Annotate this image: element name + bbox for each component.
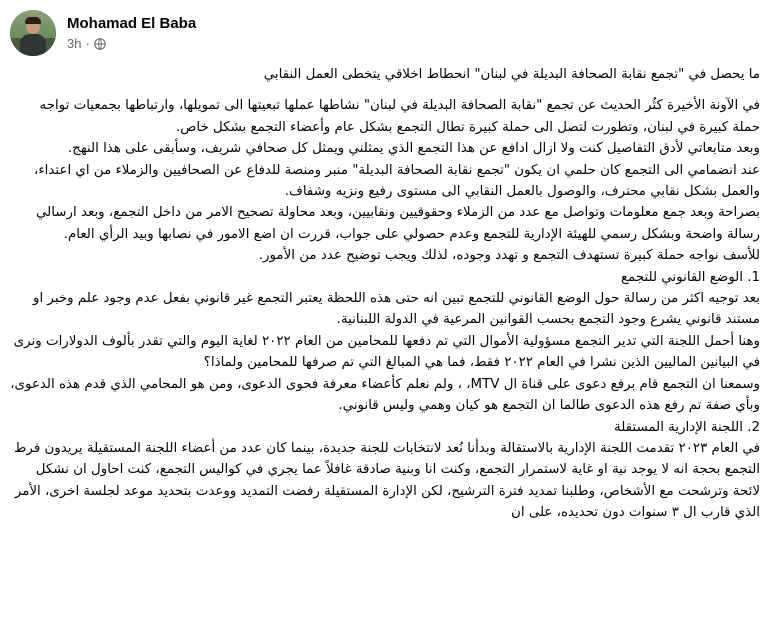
paragraph-3: عند انضمامي الى التجمع كان حلمي ان يكون "تجمع نقابة الصحافة البديلة" منبر ومنصة للدفاع عن الصحافيين والزملاء من اي اعتداء، والعمل بشكل نقابي محترف، والوصول بالعمل النقابي الى مستوى رفيع ونزيه وشفاف. [34,162,760,200]
section-heading-2: 2. اللجنة الإدارية المستقلة [614,419,760,435]
paragraph-1: في الآونة الأخيرة كثُر الحديث عن تجمع "نقابة الصحافة البديلة في لبنان" نشاطها عملها تبعيتها الى تمويلها، وارتباطها بجمعيات تواجه حملة كبيرة في لبنان، وتطورت لتصل الى حملة كبيرة تطال التجمع بشكل عام وأعضاء التجمع بشكل خاص. [39,98,760,135]
separator-dot: · [85,36,90,51]
paragraph-8: وسمعنا ان التجمع قام برفع دعوى على قناة ال MTV، ، ولم نعلم كأعضاء معرفة فحوى الدعوى، ومن هو المحامي الذي قدم هذه الدعوى، وبأي صفة تم رفع هذه الدعوى طالما ان التجمع هو كيان وهمي وليس قانوني. [10,376,760,414]
post-title: ما يحصل في "تجمع نقابة الصحافة البديلة في لبنان" انحطاط اخلاقي يتخطى العمل النقابي [263,67,760,82]
paragraph-4: بصراحة وبعد جمع معلومات وتواصل مع عدد من الزملاء وحقوقيين ونقابيين، وبعد محاولة تصحيح الامر من داخل التجمع، وبعد ارسالي رسالة واضحة وبشكل رسمي للهيئة الإدارية للتجمع وعدم حصولي على جواب، قررت ان اضع الامور في نصابها وبيد الرأي العام. [35,205,760,242]
avatar[interactable] [10,10,56,56]
post-header [10,8,196,58]
paragraph-6: بعد توجيه اكثر من رسالة حول الوضع القانوني للتجمع تبين انه حتى هذه اللحظة يعتبر التجمع غير قانوني بفعل عدم وجود علم وخبر او مستند قانوني يشرع وجود التجمع بحسب القوانين المرعية في الدولة اللبنانية. [32,291,760,328]
post-subline [67,35,196,52]
paragraph-9: في العام ٢٠٢٣ تقدمت اللجنة الإدارية بالاستقالة وبدأنا نُعد لانتخابات للجنة جديدة، بينما كان عدد من أعضاء اللجنة المستقيلة يريدون فرط التجمع بحجة انه لا يوجد نية او غاية لاستمرار التجمع، وكنت انا وبنية صادقة غافلاً عما يجري في كواليس التجمع، كنت احاول ان نشكل لائحة وترشحت مع الأشخاص، وطلبنا تمديد فترة الترشيح، لكن الإدارة المستقيلة رفضت التمديد ووعدت بتحديد موعد لجلسة اخرى، الأمر الذي قارب ال ٣ سنوات دون تحديده، على ان [14,440,760,521]
paragraph-2: وبعد متابعاتي لأدق التفاصيل كنت ولا ازال ادافع عن هذا التجمع الذي يمثلني ويمثل كل صحافي شريف، وسأبقى على هذا النهج. [67,141,760,157]
paragraph-7: وهنا أحمل اللجنة التي تدير التجمع مسؤولية الأموال التي تم دفعها للمحامين من العام ٢٠٢٢ لغاية اليوم والتي تقدر بألوف الدولارات ونرى في البيانين الماليين الذين نشرا في العام ٢٠٢٢ فقط، فما هي المبالغ التي تم صرفها للمحامين ولماذا؟ [13,333,760,371]
globe-icon[interactable] [94,38,106,50]
post-body [8,64,760,524]
post-time[interactable]: 3h [67,36,82,51]
post-meta [67,14,196,52]
section-heading-1: 1. الوضع القانوني للتجمع [620,269,760,285]
author-name[interactable]: Mohamad El Baba [67,15,197,32]
paragraph-5: للأسف نواجه حملة كبيرة تستهدف التجمع و تهدد وجوده، لذلك ويجب توضيح عدد من الأمور. [258,248,760,264]
